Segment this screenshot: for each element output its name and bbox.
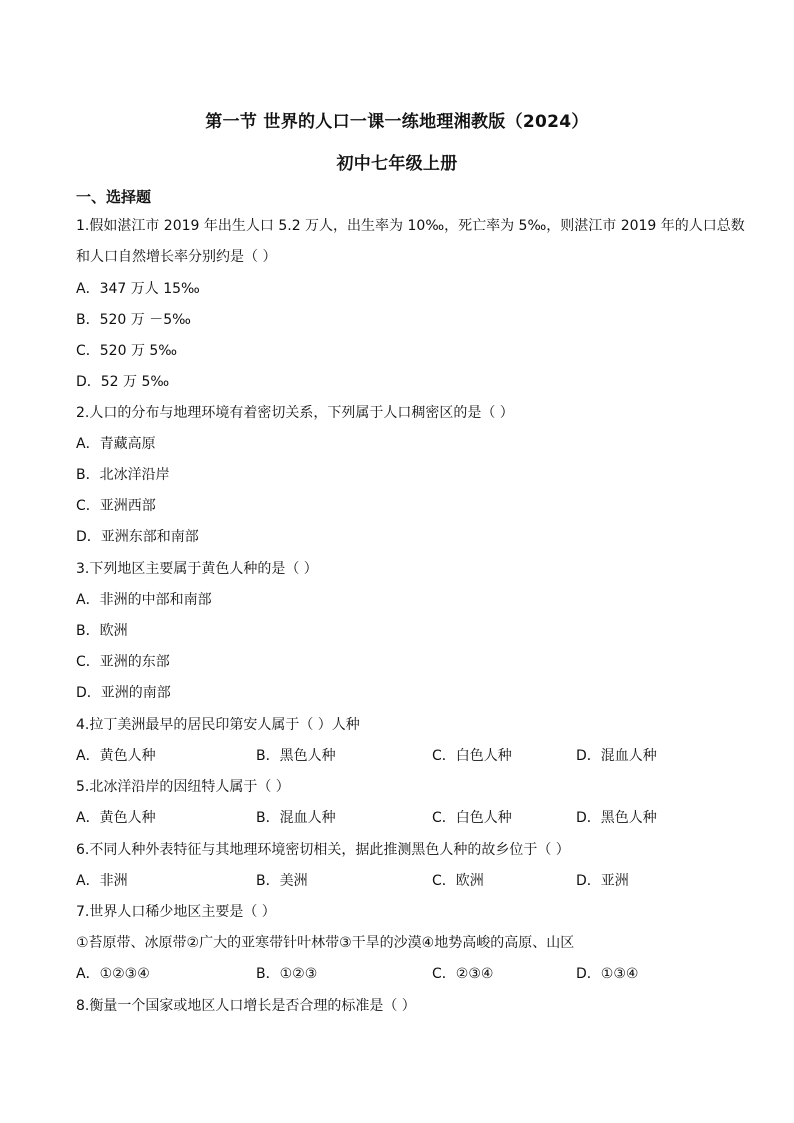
- question-1-option-c: C．520 万 5‰: [76, 343, 178, 359]
- question-3-stem: 3.下列地区主要属于黄色人种的是（ ）: [76, 561, 318, 577]
- question-5-option-b: B．混血人种: [256, 810, 336, 826]
- question-3-option-d: D．亚洲的南部: [76, 685, 171, 701]
- question-4-stem: 4.拉丁美洲最早的居民印第安人属于（ ）人种: [76, 717, 360, 733]
- question-2-option-b: B．北冰洋沿岸: [76, 467, 170, 483]
- question-7-list: ①苔原带、冰原带②广大的亚寒带针叶林带③干旱的沙漠④地势高峻的高原、山区: [76, 935, 575, 951]
- question-1-option-d: D．52 万 5‰: [76, 374, 170, 390]
- section-heading: 一、选择题: [76, 188, 152, 206]
- question-2-option-d: D．亚洲东部和南部: [76, 529, 199, 545]
- question-7-stem: 7.世界人口稀少地区主要是（ ）: [76, 904, 276, 920]
- question-2-option-c: C．亚洲西部: [76, 498, 156, 514]
- page-subtitle: 初中七年级上册: [336, 154, 458, 174]
- question-7-option-c: C．②③④: [432, 966, 494, 982]
- question-5-stem: 5.北冰洋沿岸的因纽特人属于（ ）: [76, 779, 290, 795]
- question-2-stem: 2.人口的分布与地理环境有着密切关系，下列属于人口稠密区的是（ ）: [76, 405, 514, 421]
- question-4-option-d: D．混血人种: [576, 748, 657, 764]
- question-2-option-a: A．青藏高原: [76, 436, 156, 452]
- question-6-option-c: C．欧洲: [432, 873, 484, 889]
- question-5-option-a: A．黄色人种: [76, 810, 156, 826]
- question-7-option-a: A．①②③④: [76, 966, 150, 982]
- question-6-option-a: A．非洲: [76, 873, 128, 889]
- question-8-stem: 8.衡量一个国家或地区人口增长是否合理的标准是（ ）: [76, 998, 416, 1014]
- question-7-option-d: D．①③④: [576, 966, 639, 982]
- question-3-option-b: B．欧洲: [76, 623, 128, 639]
- page-title: 第一节 世界的人口一课一练地理湘教版（2024）: [205, 112, 589, 132]
- question-3-option-c: C．亚洲的东部: [76, 654, 170, 670]
- question-1-stem-line2: 和人口自然增长率分别约是（ ）: [76, 249, 277, 265]
- question-4-option-c: C．白色人种: [432, 748, 512, 764]
- question-7-option-b: B．①②③: [256, 966, 318, 982]
- question-6-option-b: B．美洲: [256, 873, 308, 889]
- question-1-option-b: B．520 万 －5‰: [76, 312, 191, 328]
- question-5-option-c: C．白色人种: [432, 810, 512, 826]
- question-1-option-a: A．347 万人 15‰: [76, 281, 200, 297]
- question-6-stem: 6.不同人种外表特征与其地理环境密切相关，据此推测黑色人种的故乡位于（ ）: [76, 842, 570, 858]
- question-4-option-a: A．黄色人种: [76, 748, 156, 764]
- question-3-option-a: A．非洲的中部和南部: [76, 592, 212, 608]
- question-1-stem-line1: 1.假如湛江市 2019 年出生人口 5.2 万人，出生率为 10‰，死亡率为 5‰，则湛江市 2019 年的人口总数: [76, 218, 745, 234]
- question-6-option-d: D．亚洲: [576, 873, 629, 889]
- question-5-option-d: D．黑色人种: [576, 810, 657, 826]
- question-4-option-b: B．黑色人种: [256, 748, 336, 764]
